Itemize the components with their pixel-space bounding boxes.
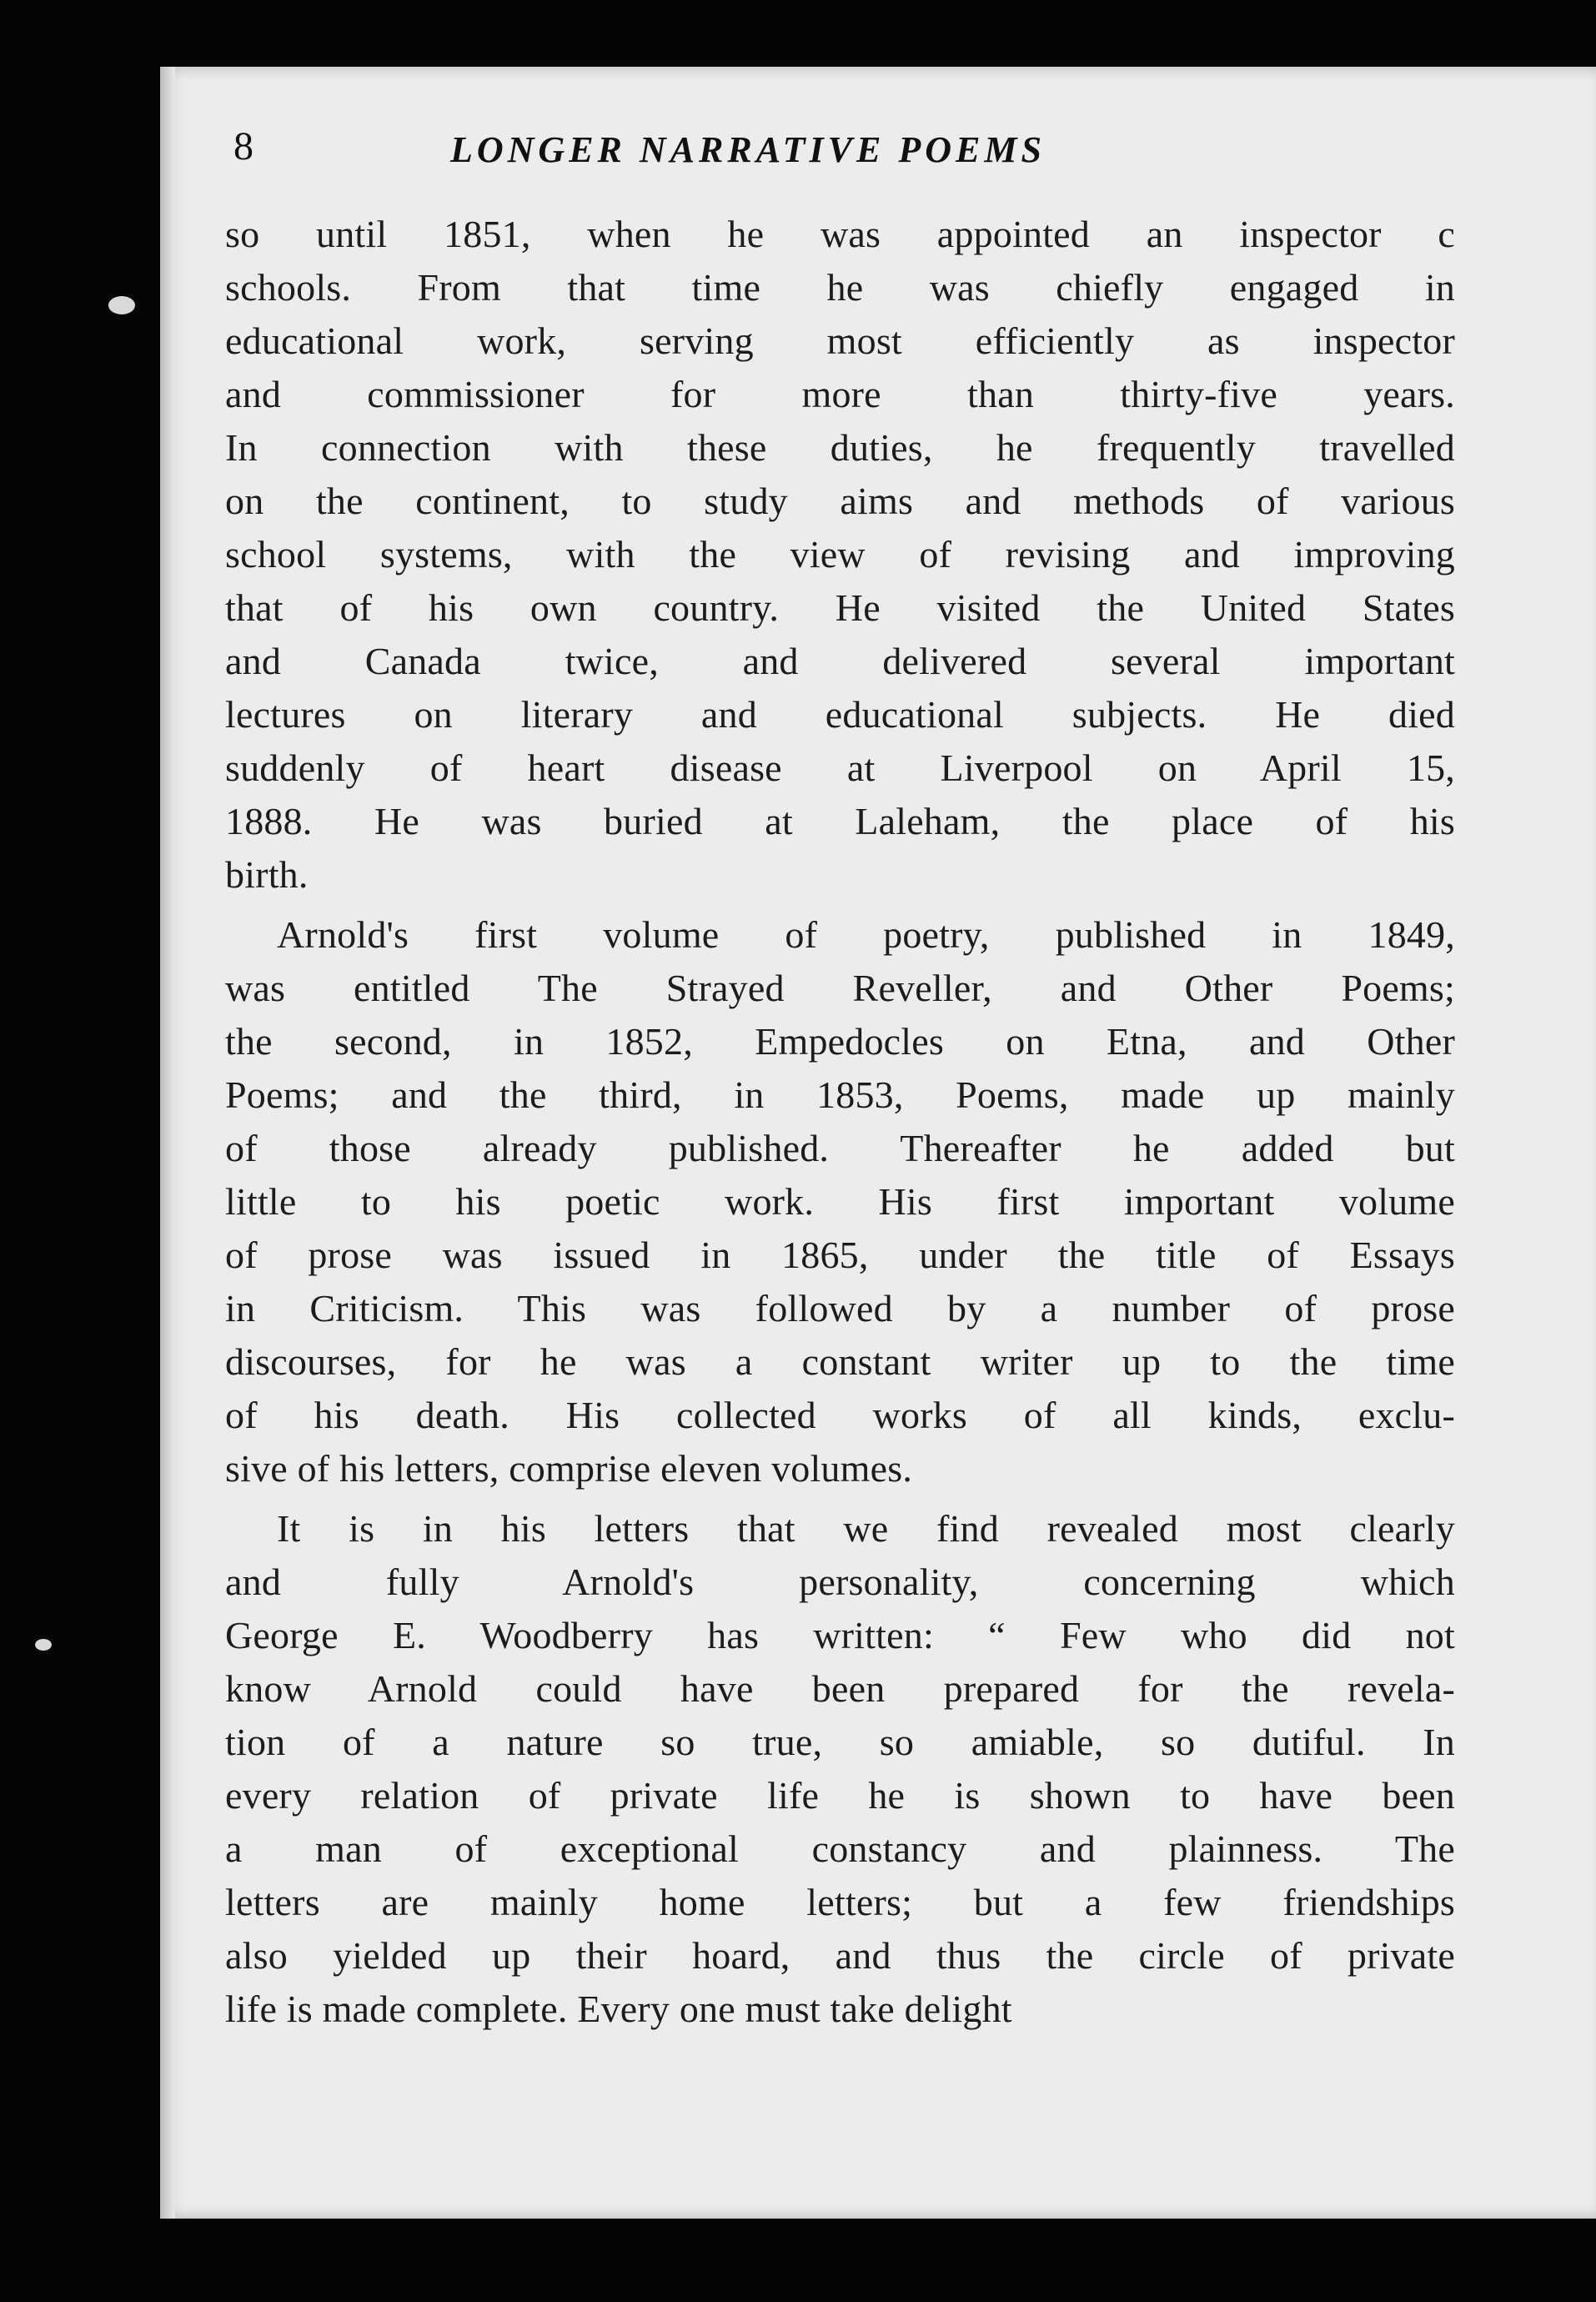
text-line: every relation of private life he is shown to have been: [225, 1774, 1455, 1817]
text-line: lectures on literary and educational subjects. He died: [225, 693, 1455, 736]
text-line: so until 1851, when he was appointed an inspector c: [225, 213, 1455, 255]
body-text: [225, 209, 1455, 2037]
text-line: George E. Woodberry has written: “ Few who did not: [225, 1614, 1455, 1656]
text-line: a man of exceptional constancy and plainness. The: [225, 1827, 1455, 1870]
text-line: in Criticism. This was followed by a number of prose: [225, 1287, 1455, 1329]
text-line: that of his own country. He visited the United States: [225, 586, 1455, 629]
paragraph: [225, 909, 1455, 1496]
text-line: little to his poetic work. His first important volume: [225, 1180, 1455, 1223]
text-line: on the continent, to study aims and methods of various: [225, 480, 1455, 522]
text-line: 1888. He was buried at Laleham, the place of his: [225, 800, 1455, 842]
text-line: the second, in 1852, Empedocles on Etna, and Other: [225, 1020, 1455, 1063]
text-line: letters are mainly home letters; but a few friendships: [225, 1881, 1455, 1923]
paragraph: [225, 209, 1455, 902]
text-line: and fully Arnold's personality, concerning which: [225, 1561, 1455, 1603]
text-line: life is made complete. Every one must take delight: [225, 1988, 1012, 2030]
paragraph-gap: [225, 902, 1455, 909]
text-line: It is in his letters that we find revealed most clearly: [277, 1507, 1455, 1550]
text-line: and Canada twice, and delivered several important: [225, 640, 1455, 682]
text-line: school systems, with the view of revising and improving: [225, 533, 1455, 576]
paragraph-gap: [225, 1496, 1455, 1503]
scan-speck: [35, 1639, 52, 1651]
text-line: Arnold's first volume of poetry, published in 1849,: [277, 913, 1455, 956]
page-header: [233, 122, 1217, 197]
text-line: schools. From that time he was chiefly engaged in: [225, 266, 1455, 309]
text-line: Poems; and the third, in 1853, Poems, made up mainly: [225, 1073, 1455, 1116]
text-line: discourses, for he was a constant writer up to the time: [225, 1340, 1455, 1383]
text-line: In connection with these duties, he frequently travelled: [225, 426, 1455, 469]
text-line: of prose was issued in 1865, under the title of Essays: [225, 1234, 1455, 1276]
paragraph: [225, 1503, 1455, 2037]
text-line: and commissioner for more than thirty-five years.: [225, 373, 1455, 415]
text-line: sive of his letters, comprise eleven volumes.: [225, 1447, 913, 1490]
text-line: tion of a nature so true, so amiable, so dutiful. In: [225, 1721, 1455, 1763]
page-number: 8: [233, 124, 253, 168]
text-line: know Arnold could have been prepared for the revela-: [225, 1667, 1455, 1710]
text-line: of those already published. Thereafter he added but: [225, 1127, 1455, 1169]
scan-speck: [108, 296, 135, 314]
text-line: birth.: [225, 853, 309, 896]
text-line: educational work, serving most efficiently as inspector: [225, 319, 1455, 362]
page-binding-edge: [160, 67, 175, 2219]
text-line: suddenly of heart disease at Liverpool on April 15,: [225, 746, 1455, 789]
running-title: LONGER NARRATIVE POEMS: [450, 129, 1046, 170]
text-line: of his death. His collected works of all kinds, exclu-: [225, 1394, 1455, 1436]
text-line: was entitled The Strayed Reveller, and Other Poems;: [225, 967, 1455, 1009]
text-line: also yielded up their hoard, and thus the circle of private: [225, 1934, 1455, 1977]
